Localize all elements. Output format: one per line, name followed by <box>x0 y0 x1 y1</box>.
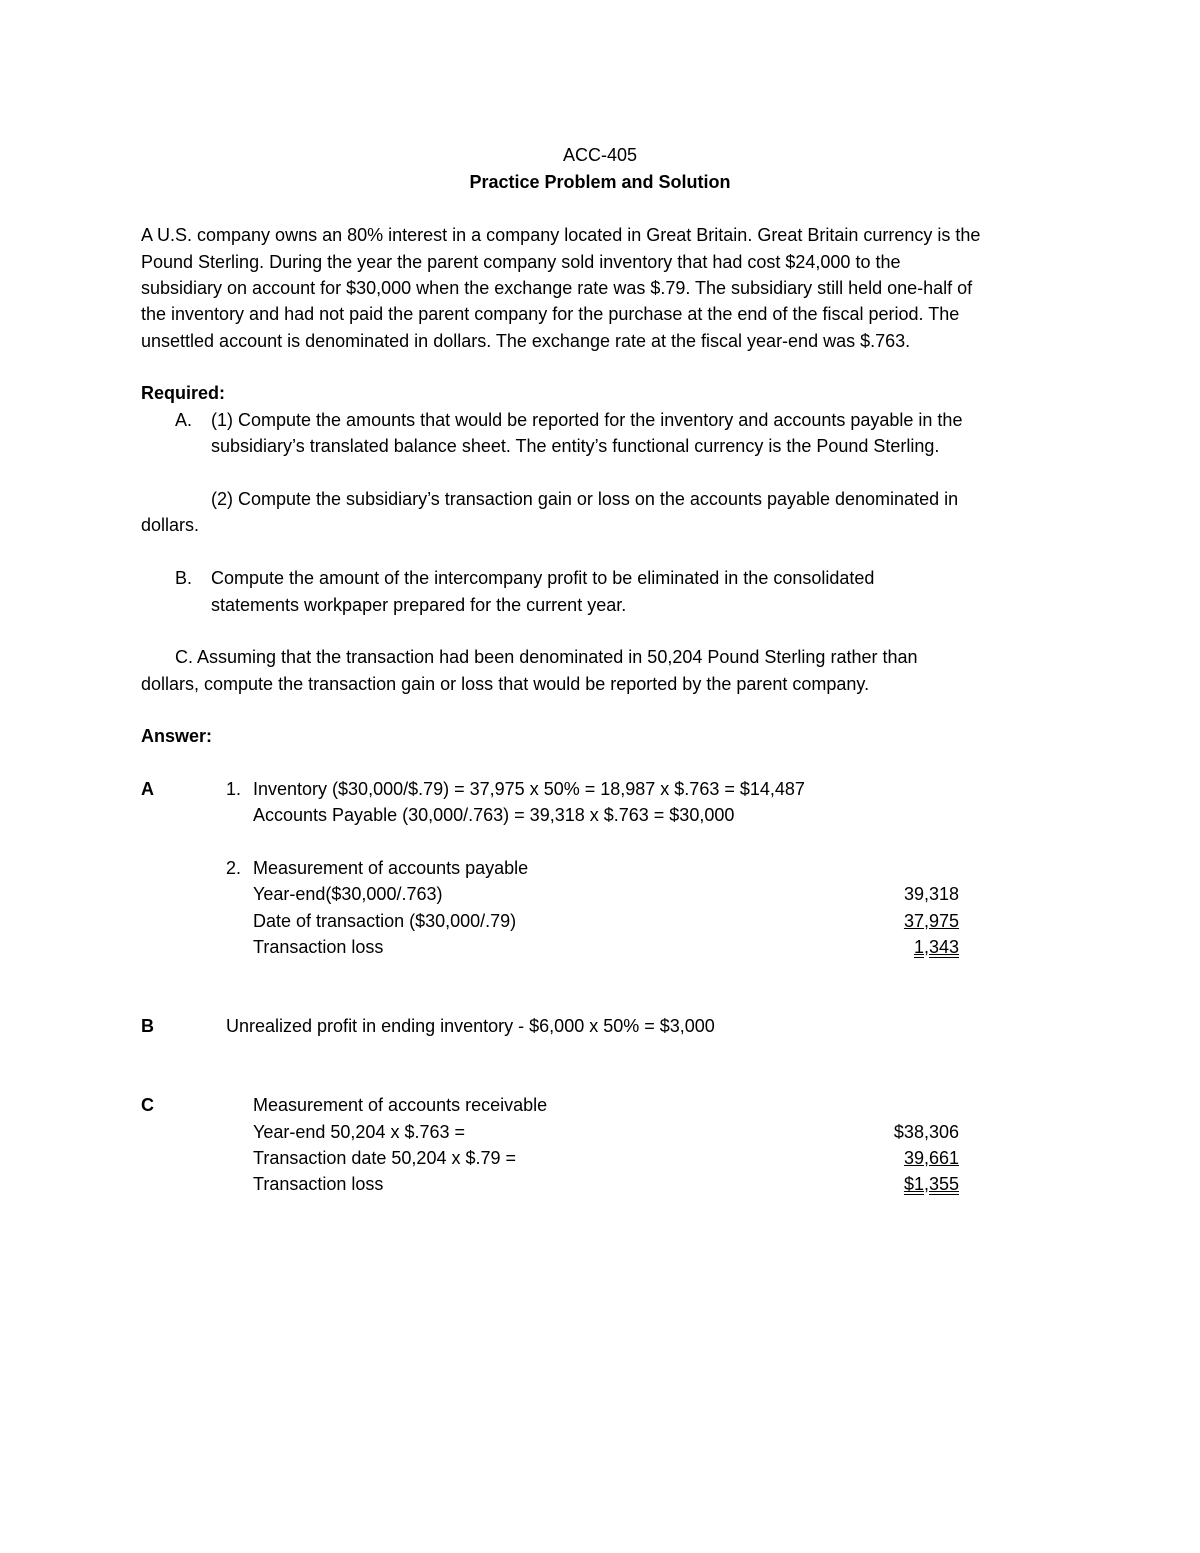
required-a2-line: dollars. <box>141 515 200 535</box>
required-c-line: dollars, compute the transaction gain or loss that would be reported by the parent company. <box>141 674 870 694</box>
page-title: Practice Problem and Solution <box>469 172 731 192</box>
required-a2-line: (2) Compute the subsidiary’s transaction gain or loss on the accounts payable denominated in <box>211 489 959 509</box>
answer-a-row-value: 37,975 <box>903 911 959 931</box>
answer-a-measurement-title: Measurement of accounts payable <box>253 858 529 878</box>
answer-c-measurement-title: Measurement of accounts receivable <box>253 1095 548 1115</box>
answer-b-text: Unrealized profit in ending inventory - $6,000 x 50% = $3,000 <box>226 1016 715 1036</box>
answer-a-payable-line: Accounts Payable (30,000/.763) = 39,318 x $.763 = $30,000 <box>253 805 735 825</box>
answer-a-row-value: 39,318 <box>903 884 959 904</box>
required-a-marker: A. <box>175 410 193 430</box>
problem-line: the inventory and had not paid the parent company for the purchase at the end of the fiscal period. The <box>141 304 960 324</box>
answer-a-row-label: Date of transaction ($30,000/.79) <box>253 911 517 931</box>
problem-line: unsettled account is denominated in dollars. The exchange rate at the fiscal year-end was $.763. <box>141 331 911 351</box>
answer-c-row-label: Year-end 50,204 x $.763 = <box>253 1122 466 1142</box>
answer-a-label: A <box>141 779 154 799</box>
answer-c-row-label: Transaction date 50,204 x $.79 = <box>253 1148 517 1168</box>
answer-c-total-value: $1,355 <box>903 1174 959 1194</box>
answer-heading: Answer: <box>141 726 213 746</box>
required-heading: Required: <box>141 383 226 403</box>
required-b-marker: B. <box>175 568 193 588</box>
answer-b-label: B <box>141 1016 154 1036</box>
answer-a-item-number: 1. <box>226 779 242 799</box>
answer-a-total-value: 1,343 <box>913 937 959 957</box>
answer-a-row-label: Year-end($30,000/.763) <box>253 884 443 904</box>
answer-c-label: C <box>141 1095 154 1115</box>
problem-line: A U.S. company owns an 80% interest in a company located in Great Britain. Great Britain currency is the <box>141 225 981 245</box>
answer-c-row-value: $38,306 <box>893 1122 959 1142</box>
required-b-line: Compute the amount of the intercompany profit to be eliminated in the consolidated <box>211 568 875 588</box>
problem-line: Pound Sterling. During the year the parent company sold inventory that had cost $24,000 to the <box>141 252 901 272</box>
required-c-line: C. Assuming that the transaction had been denominated in 50,204 Pound Sterling rather than <box>175 647 918 667</box>
answer-a-inventory-line: Inventory ($30,000/$.79) = 37,975 x 50% = 18,987 x $.763 = $14,487 <box>253 779 805 799</box>
course-code: ACC-405 <box>562 145 638 165</box>
answer-c-row-value: 39,661 <box>903 1148 959 1168</box>
required-a-line: subsidiary’s translated balance sheet. The entity’s functional currency is the Pound Sterling. <box>211 436 940 456</box>
answer-a-item-number: 2. <box>226 858 242 878</box>
required-a-line: (1) Compute the amounts that would be reported for the inventory and accounts payable in the <box>211 410 963 430</box>
answer-a-row-label: Transaction loss <box>253 937 384 957</box>
answer-c-row-label: Transaction loss <box>253 1174 384 1194</box>
problem-line: subsidiary on account for $30,000 when the exchange rate was $.79. The subsidiary still held one-half of <box>141 278 973 298</box>
required-b-line: statements workpaper prepared for the current year. <box>211 595 627 615</box>
